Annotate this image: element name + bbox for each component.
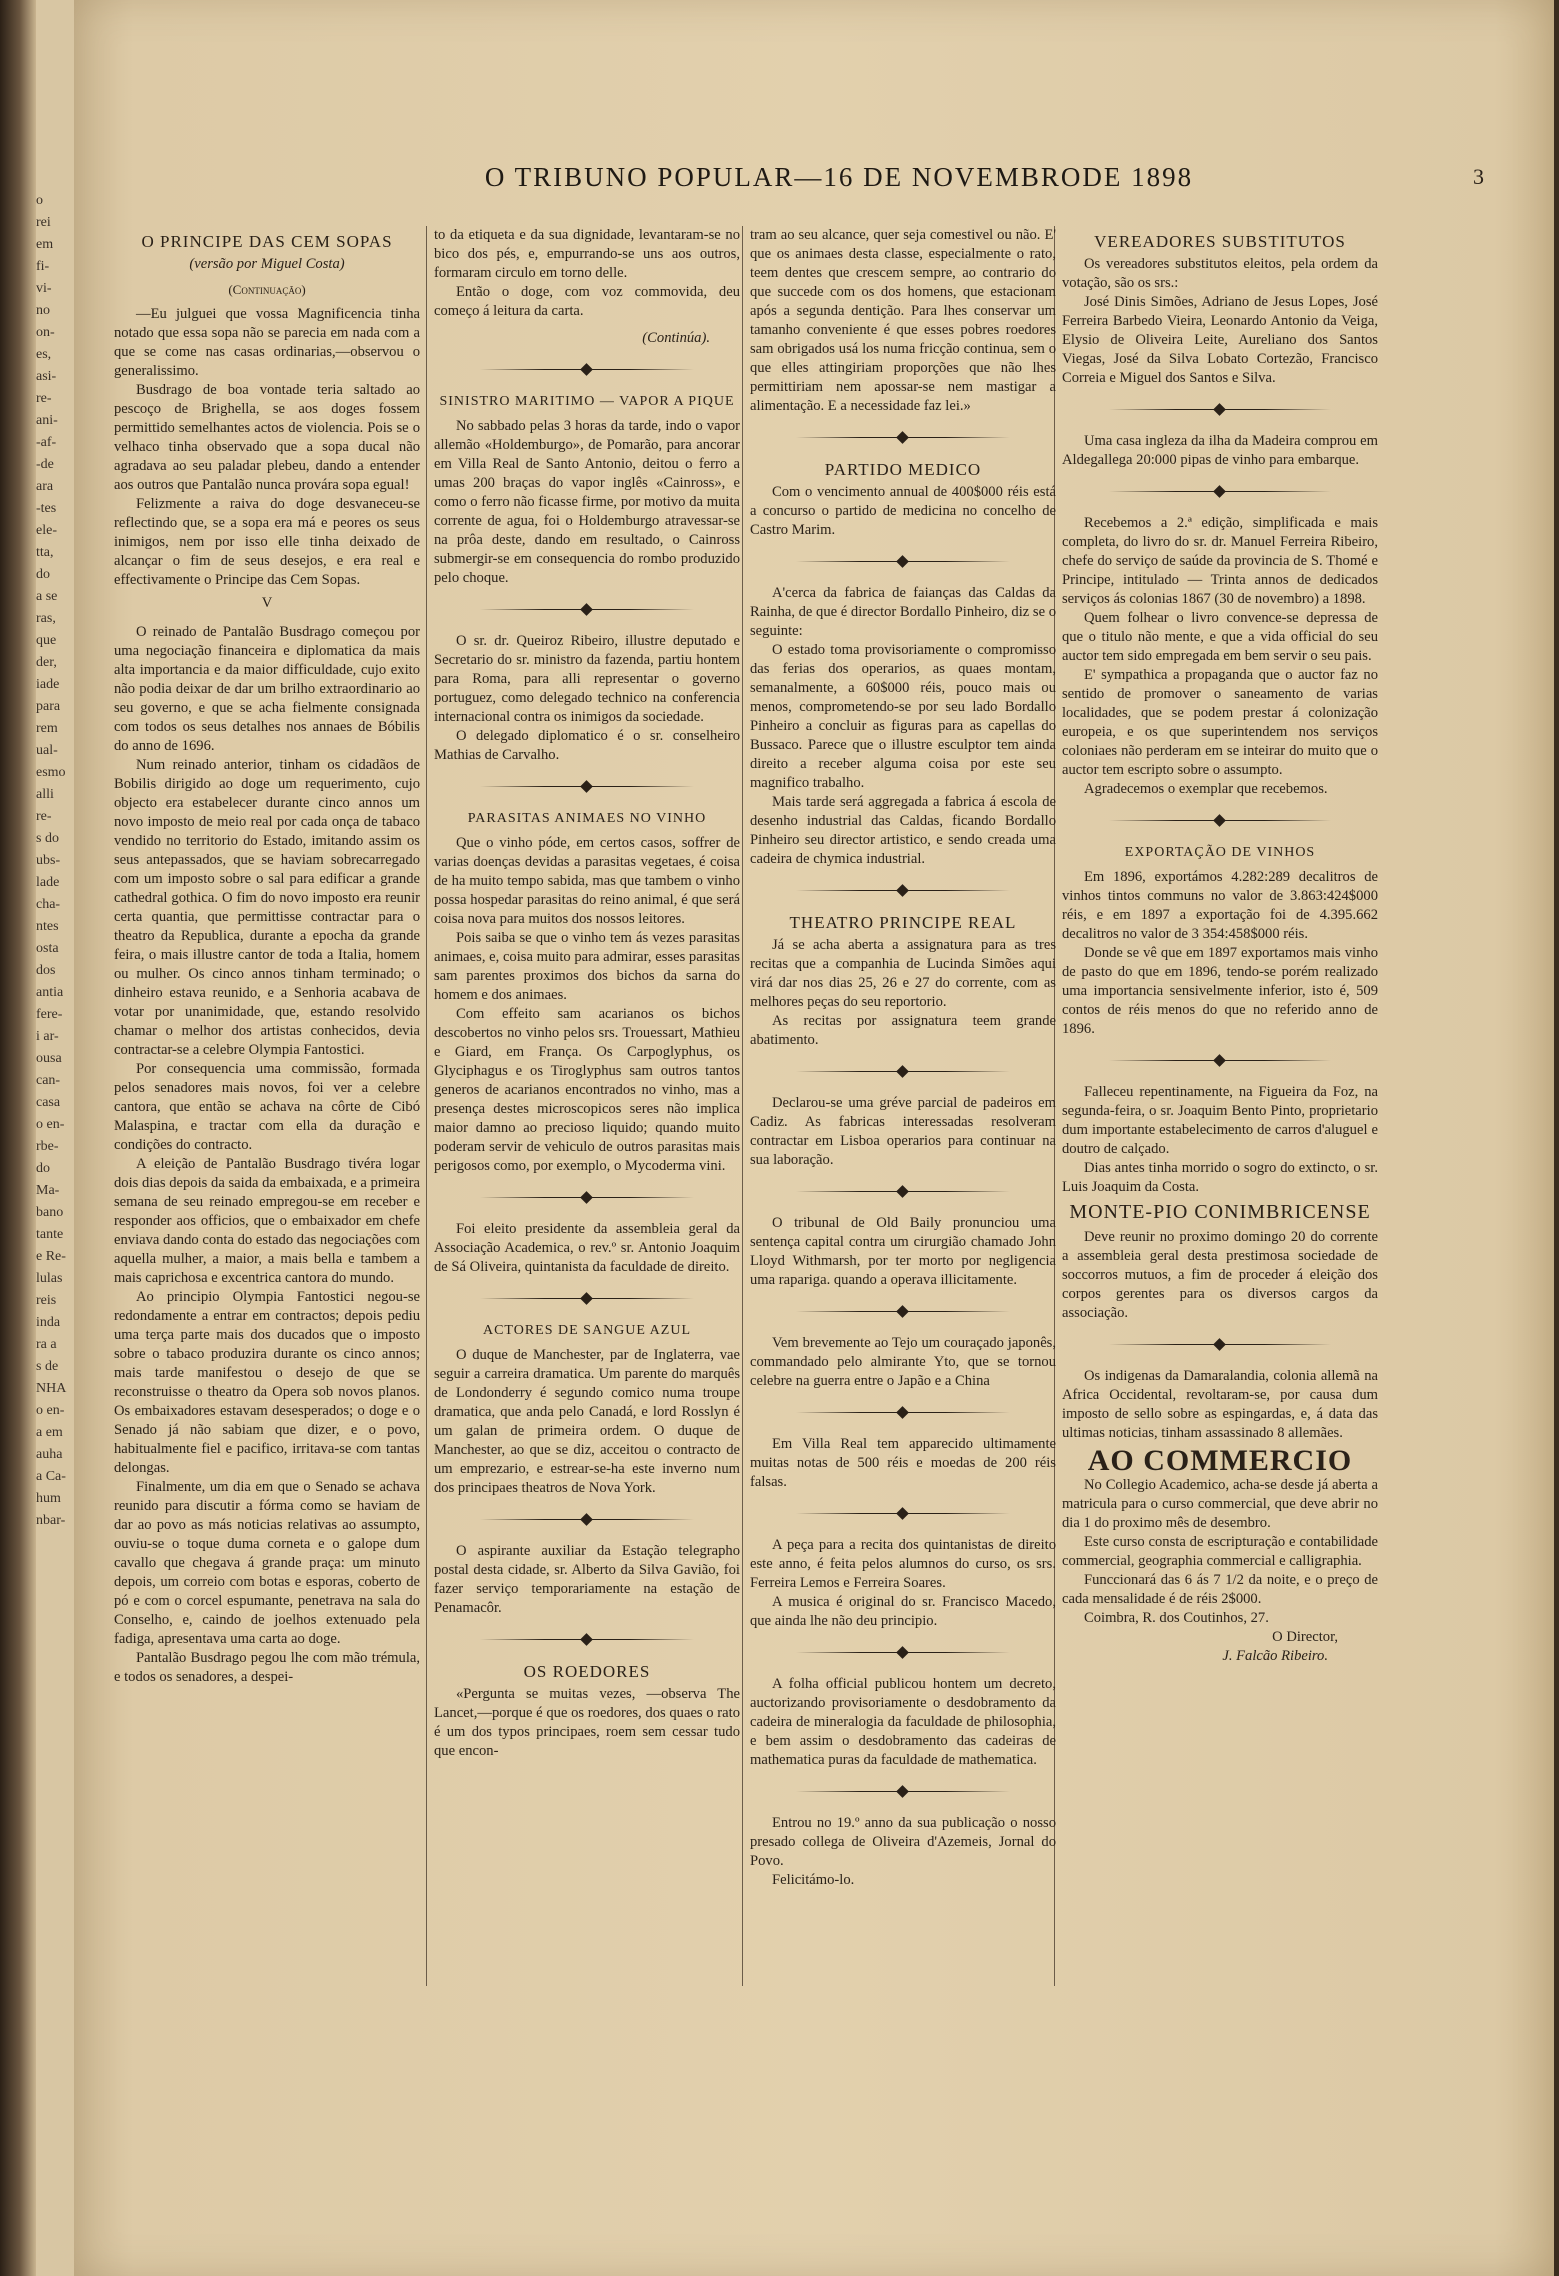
paragraph: Declarou-se uma gréve parcial de padeiros em Cadiz. As fabricas interessadas resolveram contractar em Lisboa operarios para continuar na sua laboração. (750, 1095, 1056, 1168)
prev-page-fragment: cha- (36, 897, 61, 912)
prev-page-fragment: ras, (36, 611, 56, 626)
article-heading: VEREADORES SUBSTITUTOS (1094, 232, 1346, 251)
prev-page-fragment: para (36, 699, 61, 714)
separator (1109, 1049, 1330, 1073)
prev-page-fragment: s de (36, 1359, 59, 1374)
section-number: V (261, 595, 273, 611)
paragraph: Agradecemos o exemplar que recebemos. (1084, 781, 1328, 797)
article-byline: (versão por Miguel Costa) (189, 256, 345, 272)
paragraph: Então o doge, com voz commovida, deu começo á leitura da carta. (434, 284, 740, 319)
paragraph: Em 1896, exportámos 4.282:289 decalitros de vinhos tintos communs no valor de 3.863:424$000 réis, e em 1897 a exportação foi de 4.395.662 decalitros no valor de 3 354:458$000 réis. (1062, 869, 1378, 942)
prev-page-fragment: NHA (36, 1381, 67, 1396)
prev-page-fragment: vi- (36, 281, 52, 296)
paragraph: O tribunal de Old Baily pronunciou uma sentença capital contra um cirurgião chamado John Lloyd Withmarsh, por ter morto por negligencia uma rapariga. quando a operava illicitamente. (750, 1215, 1056, 1288)
paragraph: Com o vencimento annual de 400$000 réis está a concurso o partido de medicina no concelho de Castro Marim. (750, 484, 1056, 538)
prev-page-fragment: antia (36, 985, 64, 1000)
prev-page-fragment: es, (36, 347, 52, 362)
separator (1109, 809, 1330, 833)
column-rule (742, 226, 743, 1986)
paragraph: Este curso consta de escripturação e contabilidade commercial, geographia commercial e calligraphia. (1062, 1534, 1378, 1569)
prev-page-fragment: i ar- (36, 1029, 59, 1044)
article-heading: SINISTRO MARITIMO — VAPOR A PIQUE (439, 394, 735, 409)
separator (480, 1186, 694, 1210)
prev-page-fragment: -tes (36, 501, 57, 516)
paragraph: Com effeito sam acarianos os bichos descobertos no vinho pelos srs. Trouessart, Mathieu e Giard, em França. Os Carpoglyphus, os Glyciphagus e os Tiroglyphus sam outros tantos generos de acarianos encontrados no vinho, mas a presença destes microscopicos seres não implica maior damno ao precioso liquido; quando muito poderam servir de vehiculo de outros parasitas mais perigosos como, por exemplo, o Mycoderma vini. (434, 1006, 740, 1174)
prev-page-fragment: o en- (36, 1117, 65, 1132)
prev-page-fragment: que (36, 633, 57, 648)
paragraph: —Eu julguei que vossa Magnificencia tinha notado que essa sopa não se parecia em nada com a que se come nas casas ordinarias,—observou o generalissimo. (114, 306, 420, 379)
paragraph: Por consequencia uma commissão, formada pelos senadores mais novos, foi ver a celebre cantora, que então se achava na côrte de Cibó Malaspina, e tractar com ella da duração e condições do contracto. (114, 1061, 420, 1153)
separator (796, 1502, 1010, 1526)
prev-page-fragment: alli (36, 787, 54, 802)
paragraph: O delegado diplomatico é o sr. conselheiro Mathias de Carvalho. (434, 728, 740, 763)
paragraph: Falleceu repentinamente, na Figueira da Foz, na segunda-feira, o sr. Joaquim Bento Pinto, proprietario dum importante estabelecimento de carros d'aluguel e doutro de calçado. (1062, 1084, 1378, 1157)
signature-name: J. Falcão Ribeiro. (1222, 1648, 1328, 1664)
paragraph: Uma casa ingleza da ilha da Madeira comprou em Aldegallega 20:000 pipas de vinho para embarque. (1062, 433, 1378, 468)
prev-page-fragment: inda (36, 1315, 61, 1330)
prev-page-fragment: rei (36, 215, 51, 230)
page-number: 3 (1473, 164, 1484, 189)
separator (480, 1628, 694, 1652)
paragraph: Felizmente a raiva do doge desvaneceu-se reflectindo que, se a sopa era má e peores os seus inimigos, nem por isso elle tinha deixado de alcançar o fim de seus desejos, e era real e effectivamente o Principe das Cem Sopas. (114, 496, 420, 588)
masthead: O TRIBUNO POPULAR—16 DE NOVEMBRODE 1898 (484, 162, 1194, 192)
paragraph: Foi eleito presidente da assembleia geral da Associação Academica, o rev.º sr. Antonio Joaquim de Sá Oliveira, quintanista da faculdade de direito. (434, 1221, 740, 1275)
prev-page-fragment: fere- (36, 1007, 63, 1022)
prev-page-fragment: tta, (36, 545, 54, 560)
separator (796, 1180, 1010, 1204)
paragraph: As recitas por assignatura teem grande abatimento. (750, 1013, 1056, 1048)
newspaper-page (74, 0, 1554, 2276)
prev-page-fragment: ntes (36, 919, 59, 934)
paragraph: Os indigenas da Damaralandia, colonia allemã na Africa Occidental, revoltaram-se, por causa dum imposto de sello sobre as espingardas, e, á data das ultimas noticias, tinham assassinado 8 allemães. (1062, 1368, 1378, 1441)
paragraph: Felicitámo-lo. (772, 1872, 855, 1888)
prev-page-fragment: dos (36, 963, 56, 978)
paragraph: José Dinis Simões, Adriano de Jesus Lopes, José Ferreira Barbedo Vieira, Leonardo Antonio da Veiga, Elysio de Oliveira Leite, Aureliano dos Santos Viegas, José da Silva Lobato Cortezão, Francisco Correia e Miguel dos Santos e Silva. (1062, 294, 1378, 386)
prev-page-fragment: a Ca- (36, 1469, 66, 1484)
prev-page-fragment: der, (36, 655, 57, 670)
prev-page-fragment: o en- (36, 1403, 65, 1418)
address: Coimbra, R. dos Coutinhos, 27. (1084, 1610, 1269, 1626)
prev-page-fragment: hum (36, 1491, 61, 1506)
paragraph: Pantalão Busdrago pegou lhe com mão trémula, e todos os senadores, a despei- (114, 1650, 420, 1685)
prev-page-fragment: ousa (36, 1051, 62, 1066)
paragraph: Dias antes tinha morrido o sogro do extincto, o sr. Luis Joaquim da Costa. (1062, 1160, 1378, 1195)
paragraph: Deve reunir no proximo domingo 20 do corrente a assembleia geral desta prestimosa sociedade de soccorros mutuos, a fim de proceder á eleição dos corpos gerentes para os diversos cargos da associação. (1062, 1229, 1378, 1321)
separator (796, 1641, 1010, 1665)
article-heading: THEATRO PRINCIPE REAL (789, 913, 1017, 932)
paragraph: Já se acha aberta a assignatura para as tres recitas que a companhia de Lucinda Simões aqui virá dar nos dias 25, 26 e 27 do corrente, com as melhores peças do seu reportorio. (750, 937, 1056, 1010)
prev-page-fragment: bano (36, 1205, 64, 1220)
separator (796, 879, 1010, 903)
prev-page-fragment: ra a (36, 1337, 57, 1352)
continua-note: (Continúa). (642, 330, 710, 346)
advertisement-heading: AO COMMERCIO (1087, 1444, 1353, 1477)
prev-page-fragment: do (36, 1161, 50, 1176)
prev-page-fragment: a em (36, 1425, 63, 1440)
column-1 (114, 226, 420, 1687)
separator (1109, 398, 1330, 422)
prev-page-fragment: on- (36, 325, 55, 340)
paragraph: O reinado de Pantalão Busdrago começou por uma negociação financeira e diplomatica da mais alta importancia e da maior difficuldade, cujo exito não podia deixar de dar um brilho extraordinario ao seu governo, e que se acha fielmente consignada com todos os seus detalhes nos annaes de Bóbilis do anno de 1696. (114, 624, 420, 754)
prev-page-fragment: tante (36, 1227, 64, 1242)
separator (1109, 1333, 1330, 1357)
paragraph: A folha official publicou hontem um decreto, auctorizando provisoriamente o desdobramento da cadeira de mineralogia da faculdade de philosophia, e bem assim o desdobramento das cadeiras de mathematica puras da faculdade de mathematica. (750, 1676, 1056, 1768)
prev-page-fragment: can- (36, 1073, 61, 1088)
article-heading: PARTIDO MEDICO (824, 460, 982, 479)
paragraph: «Pergunta se muitas vezes, —observa The Lancet,—porque é que os roedores, dos quaes o rato é um dos typos principaes, roem sem cessar tudo que encon- (434, 1686, 740, 1759)
prev-page-fragment: esmo (36, 765, 66, 780)
column-2 (434, 226, 740, 1761)
prev-page-fragment: iade (36, 677, 60, 692)
paragraph: A musica é original do sr. Francisco Macedo, que ainda lhe não deu principio. (750, 1594, 1056, 1629)
paragraph: A peça para a recita dos quintanistas de direito este anno, é feita pelos alumnos do curso, os srs. Ferreira Lemos e Ferreira Soares. (750, 1537, 1056, 1591)
prev-page-fragment: ara (36, 479, 54, 494)
paragraph: Funccionará das 6 ás 7 1/2 da noite, e o preço de cada mensalidade é de réis 2$000. (1062, 1572, 1378, 1607)
separator (480, 775, 694, 799)
prev-page-fragment: rbe- (36, 1139, 59, 1154)
separator (796, 1060, 1010, 1084)
paragraph: to da etiqueta e da sua dignidade, levantaram-se no bico dos pés, e, empurrando-se uns aos outros, formaram circulo em torno delle. (434, 227, 740, 281)
article-heading: ACTORES DE SANGUE AZUL (482, 1323, 692, 1338)
paragraph: O duque de Manchester, par de Inglaterra, vae seguir a carreira dramatica. Um parente do marquês de Londonderry é segundo comico numa troupe dramatica, que anda pelo Canadá, e lord Rosslyn é um galan de primeira ordem. O duque de Manchester, ao que se diz, acceitou o contracto de um emprezario, e estrear-se-ha este inverno num dos principaes theatros de Nova York. (434, 1347, 740, 1496)
prev-page-fragment: -de (36, 457, 54, 472)
article-heading: O PRINCIPE DAS CEM SOPAS (141, 232, 393, 251)
separator (480, 1508, 694, 1532)
paragraph: No Collegio Academico, acha-se desde já aberta a matricula para o curso commercial, que deve abrir no dia 1 do proximo mês de desembro. (1062, 1477, 1378, 1531)
prev-page-fragment: osta (36, 941, 59, 956)
paragraph: Entrou no 19.º anno da sua publicação o nosso presado collega de Oliveira d'Azemeis, Jornal do Povo. (750, 1815, 1056, 1869)
paragraph: O estado toma provisoriamente o compromisso das ferias dos operarios, as quaes montam, semanalmente, a 60$000 réis, pouco mais ou menos, comprometendo-se por seu lado Bordallo Pinheiro a concluir as figuras para as capellas do Bussaco. Parece que o illustre esculptor tem ainda direito a receber alguma coisa por este seu magnifico trabalho. (750, 642, 1056, 791)
separator (480, 1287, 694, 1311)
prev-page-fragment: casa (36, 1095, 61, 1110)
article-heading: PARASITAS ANIMAES NO VINHO (467, 811, 707, 826)
paragraph: Os vereadores substitutos eleitos, pela ordem da votação, são os srs.: (1062, 256, 1378, 291)
prev-page-fragment: fi- (36, 259, 50, 274)
paragraph: Ao principio Olympia Fantostici negou-se redondamente a entrar em contractos; depois pediu uma terça parte mais dos ducados que o imposto sobre o tabaco produzira durante os cinco annos; mais tarde manifestou o desejo de que se reconstruisse o theatro da Opera sob novos planos. Os embaixadores estavam desesperados; o doge e o Senado já não sabiam que dizer, e o povo, habitualmente fiel e pacifico, irritava-se com tantas delongas. (114, 1289, 420, 1476)
separator (796, 1780, 1010, 1804)
paragraph: Mais tarde será aggregada a fabrica á escola de desenho industrial das Caldas, ficando Bordallo Pinheiro seu director artistico, e sendo creada uma cadeira de chymica industrial. (750, 794, 1056, 867)
prev-page-fragment: lade (36, 875, 60, 890)
prev-page-fragment: re- (36, 391, 52, 406)
paragraph: O aspirante auxiliar da Estação telegrapho postal desta cidade, sr. Alberto da Silva Gavião, foi fazer serviço temporariamente na estação de Penamacôr. (434, 1543, 740, 1616)
paragraph: Busdrago de boa vontade teria saltado ao pescoço de Brighella, se aos doges fossem permittido semelhantes actos de violencia. Pois se o velhaco tinha observado que a sopa ducal não agradava ao seu paladar plebeu, dando a entender aos outros que Pantalão nunca provára sopa egual! (114, 382, 420, 493)
paragraph: Pois saiba se que o vinho tem ás vezes parasitas animaes, e, coisa muito para admirar, esses parasitas sam parentes proximos dos bichos da sarna do homem e dos animaes. (434, 930, 740, 1003)
prev-page-fragment: em (36, 237, 54, 252)
paragraph: Em Villa Real tem apparecido ultimamente muitas notas de 500 réis e moedas de 200 réis falsas. (750, 1436, 1056, 1490)
prev-page-fragment: -af- (36, 435, 57, 450)
prev-page-fragment: no (36, 303, 50, 318)
paragraph: A'cerca da fabrica de faianças das Caldas da Rainha, de que é director Bordallo Pinheiro, diz se o seguinte: (750, 585, 1056, 639)
separator (796, 1300, 1010, 1324)
article-heading: EXPORTAÇÃO DE VINHOS (1124, 845, 1316, 860)
prev-page-fragment: reis (36, 1293, 57, 1308)
signature-title: O Director, (1272, 1629, 1338, 1645)
prev-page-fragment: lulas (36, 1271, 63, 1286)
paragraph: E' sympathica a propaganda que o auctor faz no sentido de promover o saneamento de varias localidades, que se podem prestar á colonização europeia, e os que superintendem nos serviços coloniaes não perderam em se inteirar do muito que o auctor tem escripto sobre o assumpto. (1062, 667, 1378, 778)
continuation-note: (Continuação) (228, 282, 306, 297)
column-rule (426, 226, 427, 1986)
prev-page-fragment: ani- (36, 413, 58, 428)
paragraph: Donde se vê que em 1897 exportamos mais vinho de pasto do que em 1896, tendo-se porém realizado uma importancia sensivelmente inferior, isto é, 509 contos de réis menos do que no referido anno de 1896. (1062, 945, 1378, 1037)
article-heading: OS ROEDORES (523, 1662, 651, 1681)
paragraph: A eleição de Pantalão Busdrago tivéra logar dois dias depois da saida da embaixada, e a primeira semana de seu reinado empregou-se em receber e responder aos officios, que o embaixador em chefe enviava dando conta do estado das negociações com aquella mulher, a maior, a mais bella e tambem a mais caprichosa e excentrica cantora do mundo. (114, 1156, 420, 1286)
prev-page-fragment: asi- (36, 369, 57, 384)
previous-page-edge (36, 0, 74, 2276)
prev-page-fragment: ubs- (36, 853, 61, 868)
paragraph: O sr. dr. Queiroz Ribeiro, illustre deputado e Secretario do sr. ministro da fazenda, partiu hontem para Roma, para alli representar o governo portuguez, como delegado technico na conferencia internacional contra os inimigos da sociedade. (434, 633, 740, 725)
paragraph: tram ao seu alcance, quer seja comestivel ou não. E' que os animaes desta classe, especialmente o rato, teem dentes que crescem sempre, ao contrario do que succede com os dos homens, que estacionam após a segunda dentição. Para lhes conservar um tamanho conveniente é que esses pobres roedores sam obrigados usá los numa fricção continua, sem o que elles attingiriam proporções que não lhes permittiriam nem apossar-se nem mastigar a alimentação. E a necessidade faz lei.» (750, 227, 1056, 414)
prev-page-fragment: nbar- (36, 1513, 66, 1528)
paragraph: Num reinado anterior, tinham os cidadãos de Bobilis dirigido ao doge um requerimento, cujo objecto era estabelecer durante cinco annos um novo imposto de meio real por cada onça de tabaco vendido no territorio do Estado, imitando assim os seus antepassados, que se haviam sobrecarregado com um imposto sobre o sal para edificar a grande cathedral gothica. O fim do novo imposto era reunir certa quantia, que permittisse contractar para o theatro da Republica, durante a epocha da grande feira, o mais illustre cantor de toda a Italia, homem ou mulher. Os cinco annos tinham terminado; o dinheiro estava reunido, e a Senhoria acabava de votar por unanimidade, que, estando resolvido chamar o melhor dos artistas conhecidos, devia contractar-se a celebre Olympia Fantostici. (114, 757, 420, 1058)
separator (480, 358, 694, 382)
separator (480, 598, 694, 622)
book-gutter (0, 0, 36, 2276)
column-3 (750, 226, 1056, 1890)
paragraph: No sabbado pelas 3 horas da tarde, indo o vapor allemão «Holdemburgo», de Pomarão, para ancorar em Villa Real de Santo Antonio, deitou o ferro a umas 200 braças do vapor inglês «Cainross», e como o ferro não ficasse firme, por motivo da muita corrente de agua, foi o Holdemburgo atravessar-se na prôa deste, dando em resultado, o Cainross submergir-se em consequencia do rombo produzido pelo choque. (434, 418, 740, 586)
prev-page-fragment: rem (36, 721, 58, 736)
prev-page-fragment: e Re- (36, 1249, 66, 1264)
separator (796, 550, 1010, 574)
separator (796, 426, 1010, 450)
prev-page-fragment: re- (36, 809, 52, 824)
paragraph: Quem folhear o livro convence-se depressa de que o titulo não mente, e que a vida official do seu auctor tem sido empregada em bem servir o seu pais. (1062, 610, 1378, 664)
article-heading: MONTE-PIO CONIMBRICENSE (1069, 1201, 1371, 1223)
prev-page-fragment: do (36, 567, 50, 582)
prev-page-fragment: ele- (36, 523, 57, 538)
paragraph: Vem brevemente ao Tejo um couraçado japonês, commandado pelo almirante Yto, que se tornou celebre na guerra entre o Japão e a China (750, 1335, 1056, 1389)
paragraph: Finalmente, um dia em que o Senado se achava reunido para discutir a fórma como se haviam de dar ao povo as más noticias relativas ao assumpto, ouviu-se o toque duma corneta e o galope dum cavallo que chegava á grande praça: um minuto depois, um correio com botas e esporas, coberto de pó e com o corcel espumante, penetrava na sala do Conselho, e, caindo de joelhos extenuado pela fadiga, apresentava uma carta ao doge. (114, 1479, 420, 1647)
separator (796, 1401, 1010, 1425)
prev-page-fragment: a se (36, 589, 58, 604)
prev-page-fragment: o (36, 193, 43, 208)
prev-page-fragment: auha (36, 1447, 63, 1462)
separator (1109, 480, 1330, 504)
paragraph: Que o vinho póde, em certos casos, soffrer de varias doenças devidas a parasitas vegetaes, é coisa de ha muito tempo sabida, mas que tambem o vinho possa hospedar parasitas do reino animal, é que será coisa nova para muitos dos nossos leitores. (434, 835, 740, 927)
prev-page-fragment: ual- (36, 743, 58, 758)
prev-page-fragment: s do (36, 831, 59, 846)
paragraph: Recebemos a 2.ª edição, simplificada e mais completa, do livro do sr. dr. Manuel Ferreira Ribeiro, chefe do serviço de saúde da provincia de S. Thomé e Principe, intitulado — Trinta annos de dedicados serviços ás colonias 1867 (30 de novembro) a 1898. (1062, 515, 1378, 607)
prev-page-fragment: Ma- (36, 1183, 60, 1198)
column-4 (1062, 226, 1378, 1666)
